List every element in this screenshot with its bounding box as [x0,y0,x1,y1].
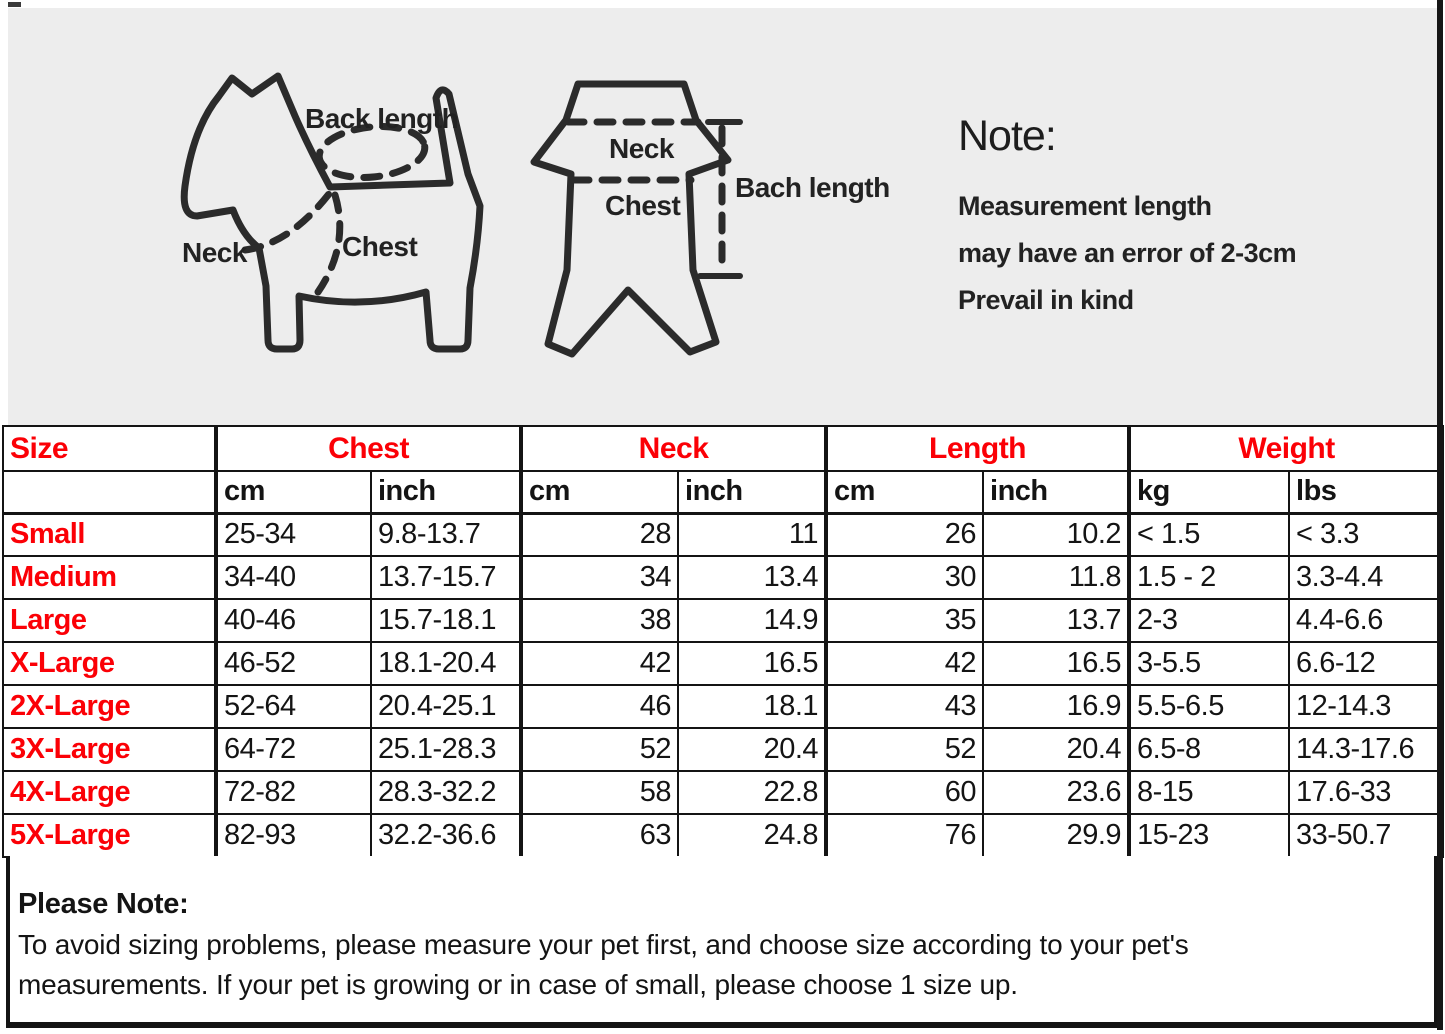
size-cell: X-Large [3,642,216,685]
chest-inch-cell: 13.7-15.7 [371,556,521,599]
length-inch-cell: 16.5 [983,642,1129,685]
dog-chest-label: Chest [342,231,418,262]
weight-lbs-cell: 3.3-4.4 [1289,556,1443,599]
neck-inch-cell: 11 [678,513,826,556]
chest-cm-cell: 82-93 [216,814,371,857]
table-row [3,513,1443,556]
weight-kg-cell: 15-23 [1129,814,1289,857]
length-cm-cell: 60 [826,771,983,814]
weight-kg-cell: 5.5-6.5 [1129,685,1289,728]
scan-right-border [1437,0,1443,1030]
table-row [3,814,1443,857]
weight-kg-cell: < 1.5 [1129,513,1289,556]
weight-kg-cell: 1.5 - 2 [1129,556,1289,599]
col-header-weight: Weight [1129,426,1443,471]
weight-lbs-cell: 14.3-17.6 [1289,728,1443,771]
chest-inch-cell: 25.1-28.3 [371,728,521,771]
col-header-length: Length [826,426,1129,471]
weight-kg-cell: 3-5.5 [1129,642,1289,685]
length-cm-cell: 76 [826,814,983,857]
footer-note-title: Please Note: [18,888,189,920]
length-inch-cell: 10.2 [983,513,1129,556]
footer-note-box [6,856,1438,1028]
neck-inch-cell: 13.4 [678,556,826,599]
length-inch-cell: 16.9 [983,685,1129,728]
length-cm-cell: 42 [826,642,983,685]
chest-inch-cell: 18.1-20.4 [371,642,521,685]
weight-lbs-cell: 17.6-33 [1289,771,1443,814]
garment-neck-label: Neck [609,133,674,164]
unit-header-neck-inch: inch [678,471,826,513]
unit-header-neck-cm: cm [521,471,678,513]
chest-inch-cell: 32.2-36.6 [371,814,521,857]
length-inch-cell: 20.4 [983,728,1129,771]
size-cell: 3X-Large [3,728,216,771]
length-inch-cell: 23.6 [983,771,1129,814]
neck-inch-cell: 22.8 [678,771,826,814]
size-cell: 5X-Large [3,814,216,857]
unit-header-chest-inch: inch [371,471,521,513]
note-line-1: Measurement length [958,191,1212,221]
length-cm-cell: 35 [826,599,983,642]
length-inch-cell: 13.7 [983,599,1129,642]
table-row [3,599,1443,642]
neck-cm-cell: 38 [521,599,678,642]
table-row [3,556,1443,599]
length-cm-cell: 52 [826,728,983,771]
size-cell: 4X-Large [3,771,216,814]
chest-cm-cell: 52-64 [216,685,371,728]
col-header-size: Size [3,426,216,471]
length-cm-cell: 30 [826,556,983,599]
garment-chest-label: Chest [605,190,681,221]
length-cm-cell: 43 [826,685,983,728]
neck-cm-cell: 46 [521,685,678,728]
chest-inch-cell: 28.3-32.2 [371,771,521,814]
weight-lbs-cell: 12-14.3 [1289,685,1443,728]
note-line-2: may have an error of 2-3cm [958,238,1297,268]
size-cell: Large [3,599,216,642]
table-row [3,685,1443,728]
footer-note-line-2: measurements. If your pet is growing or in case of small, please choose 1 size up. [18,969,1018,1000]
garment-bach-length-label: Bach length [735,172,890,203]
neck-inch-cell: 24.8 [678,814,826,857]
neck-inch-cell: 18.1 [678,685,826,728]
weight-lbs-cell: 33-50.7 [1289,814,1443,857]
chest-cm-cell: 34-40 [216,556,371,599]
chest-cm-cell: 72-82 [216,771,371,814]
unit-header-weight-kg: kg [1129,471,1289,513]
neck-inch-cell: 16.5 [678,642,826,685]
neck-cm-cell: 63 [521,814,678,857]
chest-cm-cell: 64-72 [216,728,371,771]
unit-header-weight-lbs: lbs [1289,471,1443,513]
neck-cm-cell: 28 [521,513,678,556]
garment-measurement-illustration [526,68,776,378]
weight-lbs-cell: 6.6-12 [1289,642,1443,685]
col-header-chest: Chest [216,426,521,471]
unit-header-length-cm: cm [826,471,983,513]
weight-kg-cell: 6.5-8 [1129,728,1289,771]
chest-inch-cell: 20.4-25.1 [371,685,521,728]
neck-cm-cell: 42 [521,642,678,685]
weight-lbs-cell: 4.4-6.6 [1289,599,1443,642]
dog-back-length-label: Back length [305,103,459,134]
length-cm-cell: 26 [826,513,983,556]
size-chart-table [2,425,1444,858]
weight-kg-cell: 8-15 [1129,771,1289,814]
neck-inch-cell: 20.4 [678,728,826,771]
table-unit-header-row [3,471,1443,513]
scan-artifact-mark [8,2,21,7]
weight-kg-cell: 2-3 [1129,599,1289,642]
chest-cm-cell: 25-34 [216,513,371,556]
weight-lbs-cell: < 3.3 [1289,513,1443,556]
table-row [3,771,1443,814]
dog-neck-label: Neck [182,237,247,268]
length-inch-cell: 29.9 [983,814,1129,857]
measurement-diagram-panel [8,8,1437,425]
table-row [3,642,1443,685]
unit-header-chest-cm: cm [216,471,371,513]
footer-note-line-1: To avoid sizing problems, please measure your pet first, and choose size according to your pet's [18,929,1189,960]
chest-inch-cell: 15.7-18.1 [371,599,521,642]
table-group-header-row [3,426,1443,471]
neck-cm-cell: 52 [521,728,678,771]
table-row [3,728,1443,771]
neck-cm-cell: 58 [521,771,678,814]
size-cell: 2X-Large [3,685,216,728]
size-cell: Small [3,513,216,556]
neck-inch-cell: 14.9 [678,599,826,642]
col-header-neck: Neck [521,426,826,471]
empty-header-cell [3,471,216,513]
unit-header-length-inch: inch [983,471,1129,513]
chest-inch-cell: 9.8-13.7 [371,513,521,556]
length-inch-cell: 11.8 [983,556,1129,599]
chest-cm-cell: 40-46 [216,599,371,642]
size-cell: Medium [3,556,216,599]
neck-cm-cell: 34 [521,556,678,599]
chest-cm-cell: 46-52 [216,642,371,685]
note-line-3: Prevail in kind [958,285,1134,315]
note-title: Note: [958,112,1056,160]
